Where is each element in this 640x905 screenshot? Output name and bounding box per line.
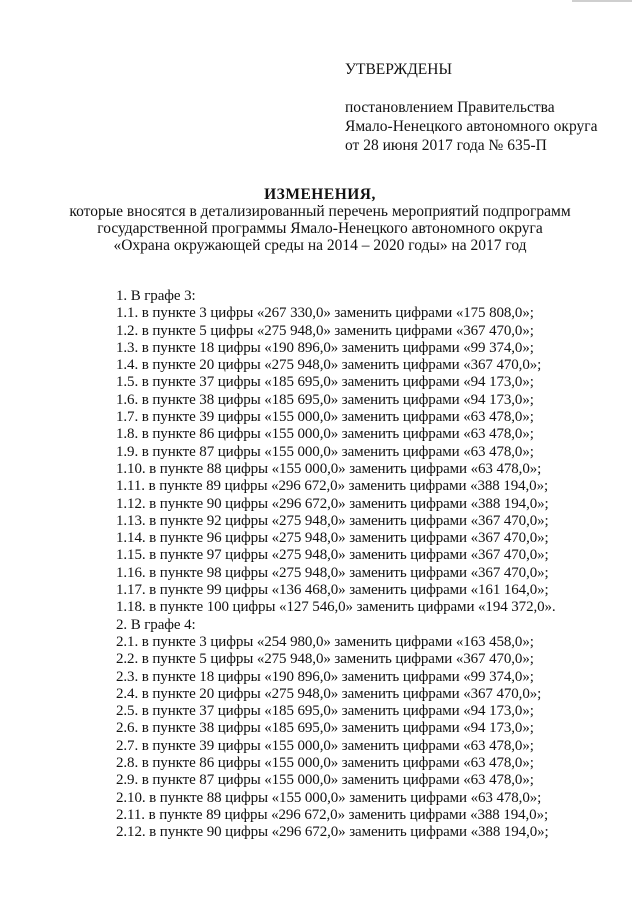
document-subtitle-line: которые вносятся в детализированный перечень мероприятий подпрограмм: [69, 203, 571, 220]
document-title: ИЗМЕНЕНИЯ,: [264, 186, 376, 203]
list-item: 1.11. в пункте 89 цифры «296 672,0» заменить цифрами «388 194,0»;: [116, 478, 549, 495]
list-item: 2.12. в пункте 90 цифры «296 672,0» заменить цифрами «388 194,0»;: [116, 824, 549, 841]
list-item: 2.10. в пункте 88 цифры «155 000,0» заменить цифрами «63 478,0»;: [116, 789, 542, 806]
list-item: 2.6. в пункте 38 цифры «185 695,0» заменить цифрами «94 173,0»;: [116, 720, 534, 737]
list-item: 2.9. в пункте 87 цифры «155 000,0» заменить цифрами «63 478,0»;: [116, 772, 534, 789]
approval-block: [345, 60, 597, 155]
list-item: 1.16. в пункте 98 цифры «275 948,0» заменить цифрами «367 470,0»;: [116, 564, 549, 581]
approval-line: постановлением Правительства: [345, 99, 555, 116]
list-item: 2.11. в пункте 89 цифры «296 672,0» заменить цифрами «388 194,0»;: [116, 806, 549, 823]
list-item: 2.4. в пункте 20 цифры «275 948,0» заменить цифрами «367 470,0»;: [116, 685, 542, 702]
list-item: 1.13. в пункте 92 цифры «275 948,0» заменить цифрами «367 470,0»;: [116, 512, 549, 529]
list-item: 1.14. в пункте 96 цифры «275 948,0» заменить цифрами «367 470,0»;: [116, 530, 549, 547]
list-item: 1.9. в пункте 87 цифры «155 000,0» заменить цифрами «63 478,0»;: [116, 443, 534, 460]
list-item: 2.2. в пункте 5 цифры «275 948,0» заменить цифрами «367 470,0»;: [116, 651, 534, 668]
approval-heading: УТВЕРЖДЕНЫ: [345, 61, 452, 78]
list-item: 1.17. в пункте 99 цифры «136 468,0» заменить цифрами «161 164,0»;: [116, 582, 549, 599]
approval-line: от 28 июня 2017 года № 635-П: [345, 137, 547, 154]
list-item: 2.5. в пункте 37 цифры «185 695,0» заменить цифрами «94 173,0»;: [116, 703, 534, 720]
list-item: 1. В графе 3:: [116, 288, 196, 304]
document-subtitle-line: «Охрана окружающей среды на 2014 – 2020 годы» на 2017 год: [113, 237, 527, 254]
list-item: 1.5. в пункте 37 цифры «185 695,0» заменить цифрами «94 173,0»;: [116, 374, 534, 391]
list-item: 1.6. в пункте 38 цифры «185 695,0» заменить цифрами «94 173,0»;: [116, 391, 534, 408]
document-title-block: [0, 186, 640, 254]
list-item: 2.1. в пункте 3 цифры «254 980,0» заменить цифрами «163 458,0»;: [116, 633, 534, 650]
list-item: 1.10. в пункте 88 цифры «155 000,0» заменить цифрами «63 478,0»;: [116, 460, 542, 477]
list-item: 1.15. в пункте 97 цифры «275 948,0» заменить цифрами «367 470,0»;: [116, 547, 549, 564]
list-item: 1.7. в пункте 39 цифры «155 000,0» заменить цифрами «63 478,0»;: [116, 409, 534, 426]
list-item: 2.7. в пункте 39 цифры «155 000,0» заменить цифрами «63 478,0»;: [116, 737, 534, 754]
list-item: 1.4. в пункте 20 цифры «275 948,0» заменить цифрами «367 470,0»;: [116, 357, 542, 374]
list-item: 1.12. в пункте 90 цифры «296 672,0» заменить цифрами «388 194,0»;: [116, 495, 549, 512]
list-item: 1.2. в пункте 5 цифры «275 948,0» заменить цифрами «367 470,0»;: [116, 322, 534, 339]
list-item: 1.18. в пункте 100 цифры «127 546,0» заменить цифрами «194 372,0».: [116, 599, 556, 616]
list-item: 2.8. в пункте 86 цифры «155 000,0» заменить цифрами «63 478,0»;: [116, 755, 534, 772]
list-item: 1.1. в пункте 3 цифры «267 330,0» заменить цифрами «175 808,0»;: [116, 305, 534, 322]
list-item: 2.3. в пункте 18 цифры «190 896,0» заменить цифрами «99 374,0»;: [116, 668, 534, 685]
changes-list: [116, 288, 556, 842]
scan-edge-mark: [572, 0, 632, 2]
approval-line: Ямало-Ненецкого автономного округа: [345, 118, 598, 135]
list-item: 1.3. в пункте 18 цифры «190 896,0» заменить цифрами «99 374,0»;: [116, 339, 534, 356]
document-subtitle-line: государственной программы Ямало-Ненецкого автономного округа: [97, 220, 543, 237]
list-item: 2. В графе 4:: [116, 616, 196, 633]
list-item: 1.8. в пункте 86 цифры «155 000,0» заменить цифрами «63 478,0»;: [116, 426, 534, 443]
